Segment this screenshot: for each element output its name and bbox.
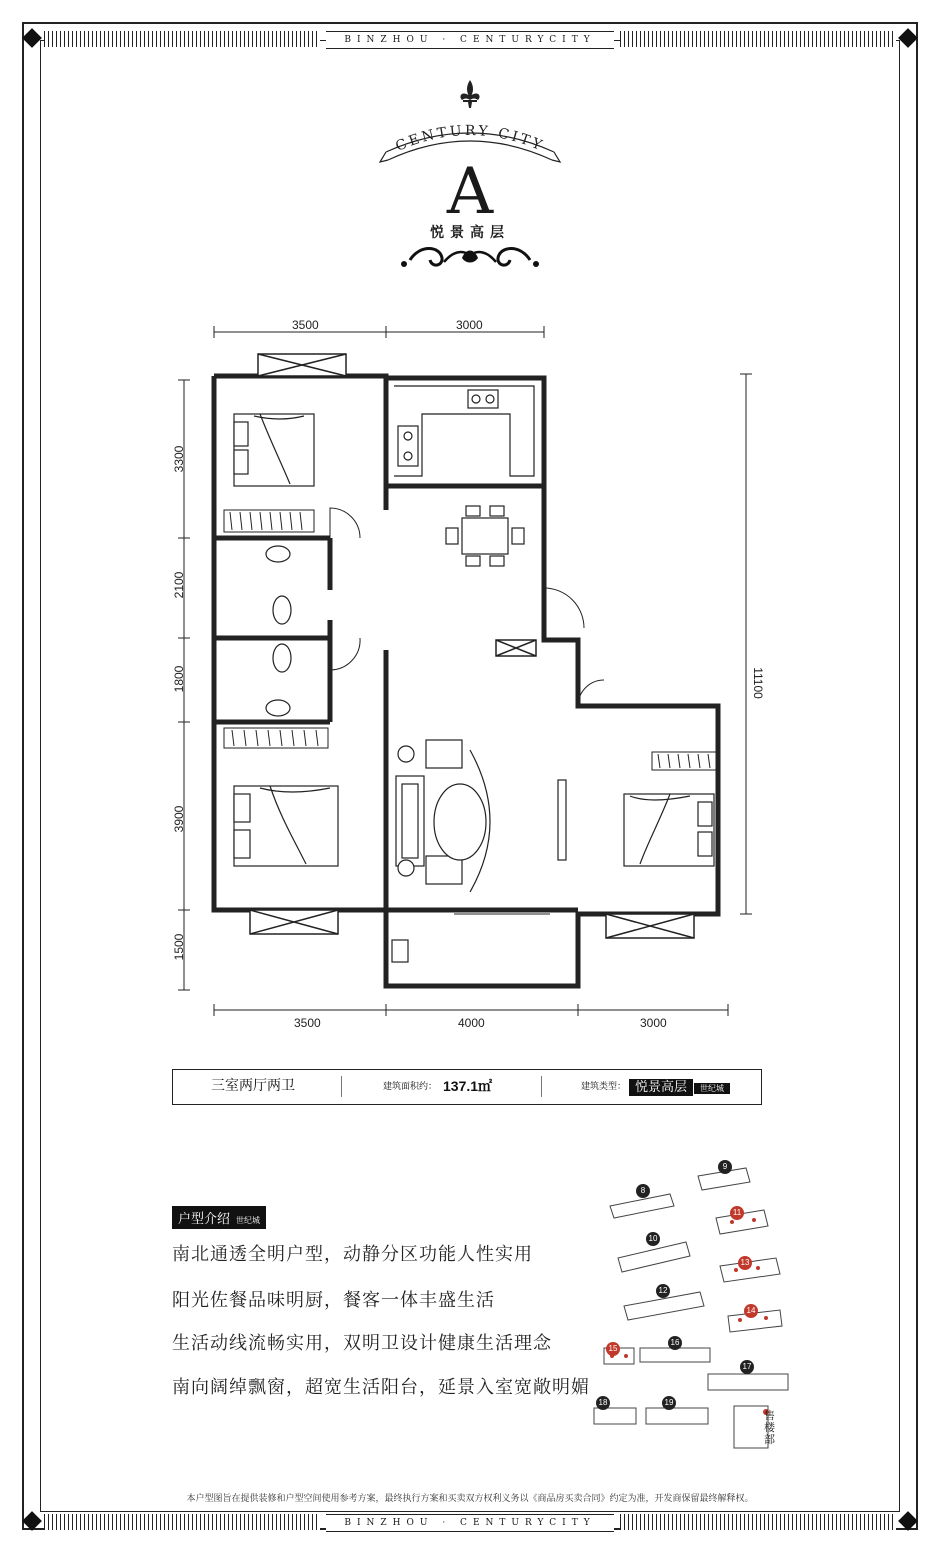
dim-bottom-1: 3500 [294,1016,321,1030]
product-line: 悦景高层 [430,225,510,241]
dim-left-5: 1500 [172,933,186,961]
building-marker: 16 [668,1336,682,1350]
building-marker: 11 [730,1206,744,1220]
floor-plan [170,310,770,1030]
intro-tag-mark: 世纪城 [236,1216,261,1225]
disclaimer: 本户型图旨在提供装修和户型空间使用参考方案，最终执行方案和买卖双方权利义务以《商品房买卖合同》约定为准，开发商保留最终解释权。 [186,1494,754,1504]
top-hatch-right [620,31,896,47]
building-marker: 18 [596,1396,610,1410]
type-mark: 世纪城 [694,1083,730,1094]
type-value: 悦景高层 [629,1079,693,1096]
bottom-hatch-left [44,1514,320,1530]
sales-office-label: 售楼部 [764,1409,775,1446]
area-label: 建筑面积约： [383,1081,438,1091]
building-marker: 14 [744,1304,758,1318]
type-label: 建筑类型： [581,1081,627,1091]
intro-line: 南向阔绰飘窗，超宽生活阳台，延景入室宽敞明媚 [172,1377,590,1398]
dim-left-3: 1800 [172,665,186,693]
building-marker: 10 [646,1232,660,1246]
area-value: 137.1㎡ [443,1078,493,1094]
layout-label: 三室两厅两卫 [211,1078,295,1094]
top-hatch-left [44,31,320,47]
top-band: BINZHOU · CENTURYCITY [326,31,614,49]
flourish-ornament [401,249,539,268]
dim-left-1: 3300 [172,445,186,473]
site-map [590,1150,810,1450]
info-divider [341,1076,342,1097]
dim-left-4: 3900 [172,805,186,833]
dim-top-2: 3000 [456,318,483,332]
bottom-hatch-right [620,1514,896,1530]
building-marker: 9 [718,1160,732,1174]
info-bar [172,1069,762,1105]
dining-table-icon [446,506,524,566]
building-marker: 8 [636,1184,650,1198]
info-divider [541,1076,542,1097]
building-marker: 15 [606,1342,620,1356]
building-marker: 19 [662,1396,676,1410]
dim-right-1: 11100 [751,667,765,699]
intro-line: 生活动线流畅实用，双明卫设计健康生活理念 [172,1333,552,1354]
building-marker: 17 [740,1360,754,1374]
dim-bottom-2: 4000 [458,1016,485,1030]
type-value-wrap [629,1070,730,1103]
unit-letter: A [446,155,494,229]
building-marker: 12 [656,1284,670,1298]
building-marker: 13 [738,1256,752,1270]
dim-bottom-3: 3000 [640,1016,667,1030]
dim-top-1: 3500 [292,318,319,332]
dim-left-2: 2100 [172,571,186,599]
intro-tag [172,1206,266,1229]
bottom-band: BINZHOU · CENTURYCITY [326,1514,614,1532]
intro-line: 南北通透全明户型，动静分区功能人性实用 [172,1244,533,1265]
intro-tag-label: 户型介绍 [178,1212,231,1227]
sofa-set-icon [396,740,566,892]
svg-text:CENTURY CITY: CENTURY CITY [393,122,547,155]
intro-line: 阳光佐餐品味明厨，餐客一体丰盛生活 [172,1290,495,1311]
